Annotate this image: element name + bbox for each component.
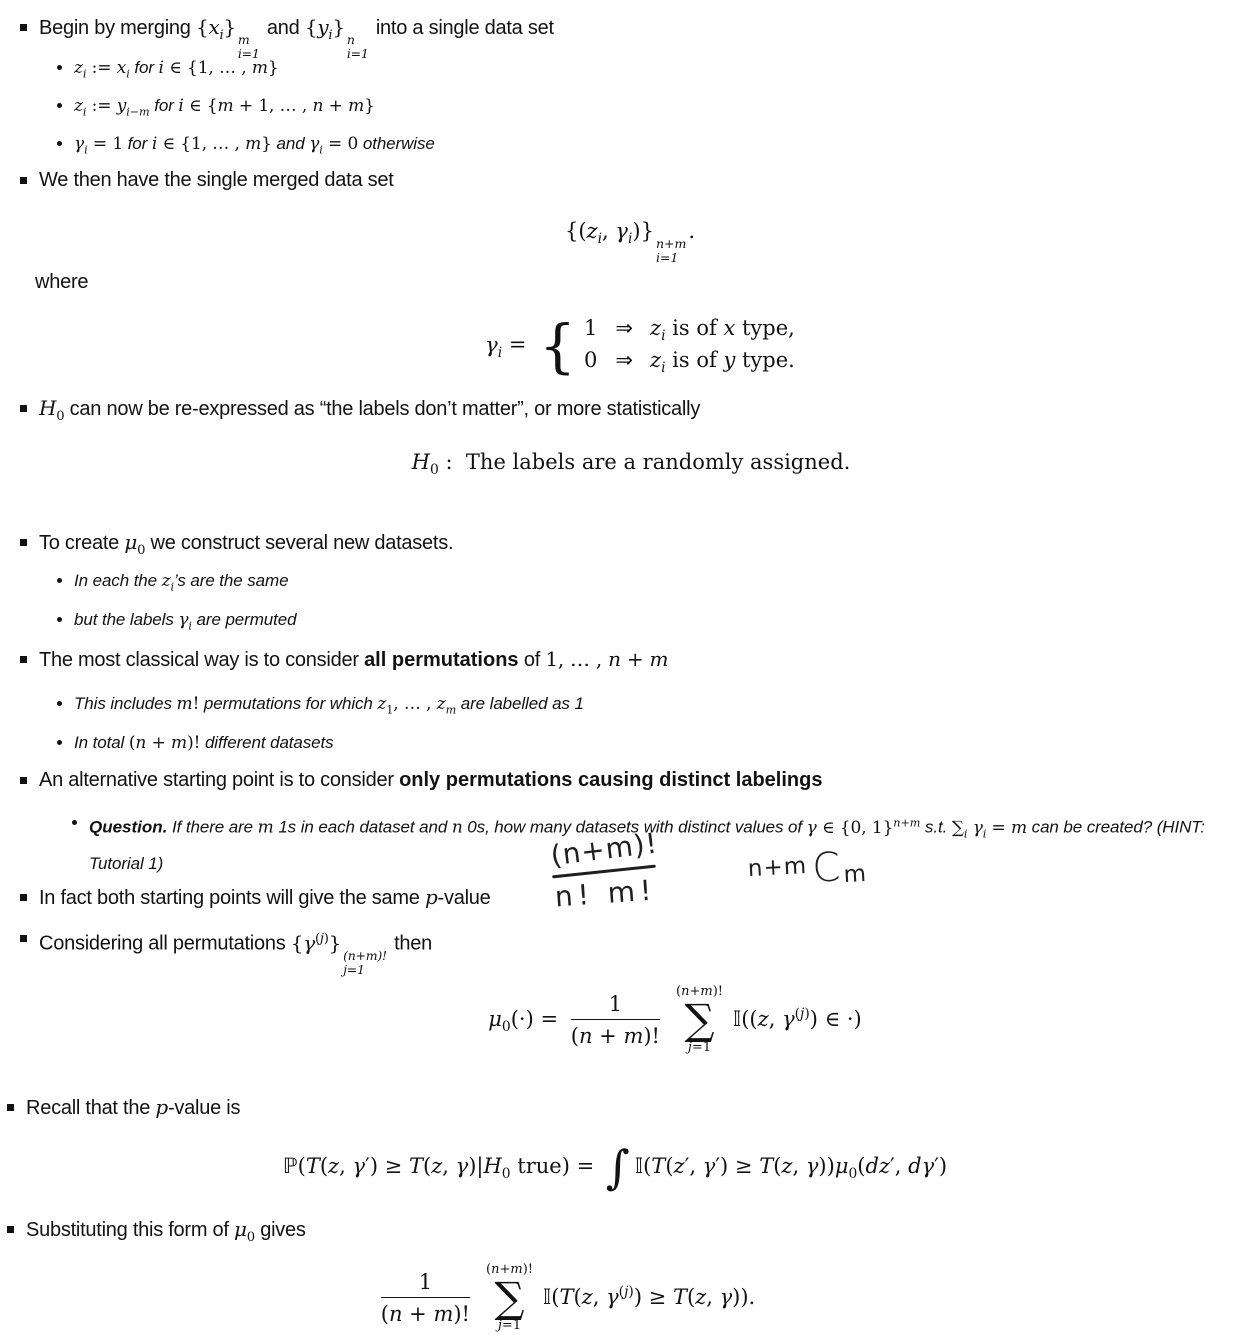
bullet-merged-set-text: We then have the single merged data set: [39, 169, 394, 191]
formula-h0-statement: $H_0$ : The labels are a randomly assigned.: [411, 450, 851, 479]
bullet-h0-reexpress: [20, 395, 700, 430]
formula-final: $\frac{1}{(n + m)!}$ (n+m)! ∑ j=1 𝕀(T(z, $\gamma^{(j)}) \ge T(z$, γ)).: [380, 1262, 756, 1334]
combination-c-symbol: C: [811, 844, 843, 892]
bullet-considering-permutations-text: Considering all permutations $\{\gamma^{(j)}\}$ (n+m)! j=1 then: [39, 930, 432, 978]
combination-subscript: m: [842, 860, 868, 889]
square-bullet-icon: [20, 405, 27, 412]
bullet-considering-permutations: [20, 925, 432, 977]
subbullet-m-factorial-text: This includes m! permutations for which $z_1$, … , $z_m$ are labelled as 1: [74, 694, 584, 717]
where-label: where: [35, 271, 89, 293]
formula-merged-set: {($z_i$, $\gamma_i$)} n+m i=1 .: [564, 219, 696, 266]
dot-bullet-icon: [57, 103, 62, 108]
bullet-recall-p-value-text: Recall that the p-value is: [26, 1095, 241, 1119]
dot-bullet-icon: [57, 740, 62, 745]
subbullet-gamma-labels-text: $\gamma_i = 1$ for i ∈ {1, … , m} and $\gamma_i = 0$ otherwise: [74, 134, 435, 157]
subbullet-total-datasets-text: In total (n + m)! different datasets: [74, 733, 334, 753]
subbullet-z-equals-x-text: $z_i$ := $x_i$ for i ∈ {1, … , m}: [74, 58, 279, 81]
formula-gamma-cases: $\gamma_i$ = { 1 ⇒ $z_i$ is of x type, 0 ⇒ $z_i$ is of y type.: [485, 311, 795, 380]
bullet-classical-way: [20, 646, 668, 674]
subbullet-labels-permuted: [57, 605, 296, 641]
square-bullet-icon: [20, 777, 27, 784]
dot-bullet-icon: [57, 617, 62, 622]
handwritten-denominator: n! m!: [553, 873, 658, 914]
bullet-recall-p-value: [7, 1094, 240, 1122]
square-bullet-icon: [20, 177, 27, 184]
dot-bullet-icon: [57, 578, 62, 583]
formula-p-value: ℙ(T(z, γ′) ≥ T(z, $\gamma)|H_0$ true) = ∫ 𝕀(T(z′, γ′) ≥ T(z, $\gamma))\mu_0(dz'$, dγ′): [282, 1140, 948, 1194]
bullet-create-mu0-text: To create $\mu_0$ we construct several new datasets.: [39, 530, 454, 558]
dot-bullet-icon: [57, 65, 62, 70]
subbullet-z-same-text: In each the $z_i’s$ are the same: [74, 571, 289, 594]
subbullet-question-text: Question. If there are m 1s in each dataset and n 0s, how many datasets with distinct values of γ ∈ {0, 1}$^{n+m}$ s.t. $\sum_i$ $\gamma_i = m$ can be created? (HINT: Tutorial 1): [89, 816, 1205, 874]
bullet-substituting: [7, 1216, 306, 1251]
square-bullet-icon: [20, 539, 27, 546]
square-bullet-icon: [20, 24, 27, 31]
dot-bullet-icon: [57, 701, 62, 706]
combination-prefix: n+m: [747, 853, 808, 883]
dot-bullet-icon: [72, 820, 77, 825]
bullet-classical-way-text: The most classical way is to consider all permutations of 1, … , n + m: [39, 647, 669, 671]
subbullet-z-equals-y: [57, 91, 375, 127]
formula-mu0-definition: $\mu_0(\cdot)$ = $\frac{1}{(n + m)!}$ (n+m)! ∑ j=1 𝕀((z, $\gamma^{(j)}$) ∈ ·): [488, 984, 862, 1056]
bullet-same-p-value-text: In fact both starting points will give the same p-value: [39, 885, 491, 909]
square-bullet-icon: [20, 935, 27, 942]
handwritten-fraction-annotation: [548, 826, 660, 914]
bullet-alternative-text: An alternative starting point is to consider only permutations causing distinct labelings: [39, 769, 823, 791]
square-bullet-icon: [20, 656, 27, 663]
subbullet-z-equals-x: [57, 53, 279, 89]
subbullet-m-factorial: [57, 689, 584, 725]
square-bullet-icon: [7, 1226, 14, 1233]
subbullet-total-datasets: [57, 728, 334, 758]
bullet-create-mu0: [20, 529, 453, 564]
dot-bullet-icon: [57, 141, 62, 146]
subbullet-z-same: [57, 566, 288, 602]
bullet-merged-set: [20, 167, 394, 194]
handwritten-numerator: (n+m)!: [548, 826, 660, 873]
subbullet-labels-permuted-text: but the labels $\gamma_i$ are permuted: [74, 610, 297, 633]
bullet-alternative: [20, 767, 822, 794]
square-bullet-icon: [20, 894, 27, 901]
bullet-substituting-text: Substituting this form of $\mu_0$ gives: [26, 1217, 306, 1245]
bullet-merge-intro-text: Begin by merging $\{x_i\}$ m i=1 and $\{y_i\}$ n i=1 into a single data set: [39, 15, 554, 62]
subbullet-z-equals-y-text: $z_i$ := $y_{i-m}$ for i ∈ {m + 1, … , n + m}: [74, 96, 375, 119]
subbullet-gamma-labels: [57, 129, 435, 165]
handwritten-combination-annotation: [747, 843, 868, 895]
bullet-same-p-value: [20, 884, 491, 912]
bullet-h0-reexpress-text: $H_0$ can now be re-expressed as “the labels don’t matter”, or more statistically: [39, 396, 701, 424]
square-bullet-icon: [7, 1104, 14, 1111]
